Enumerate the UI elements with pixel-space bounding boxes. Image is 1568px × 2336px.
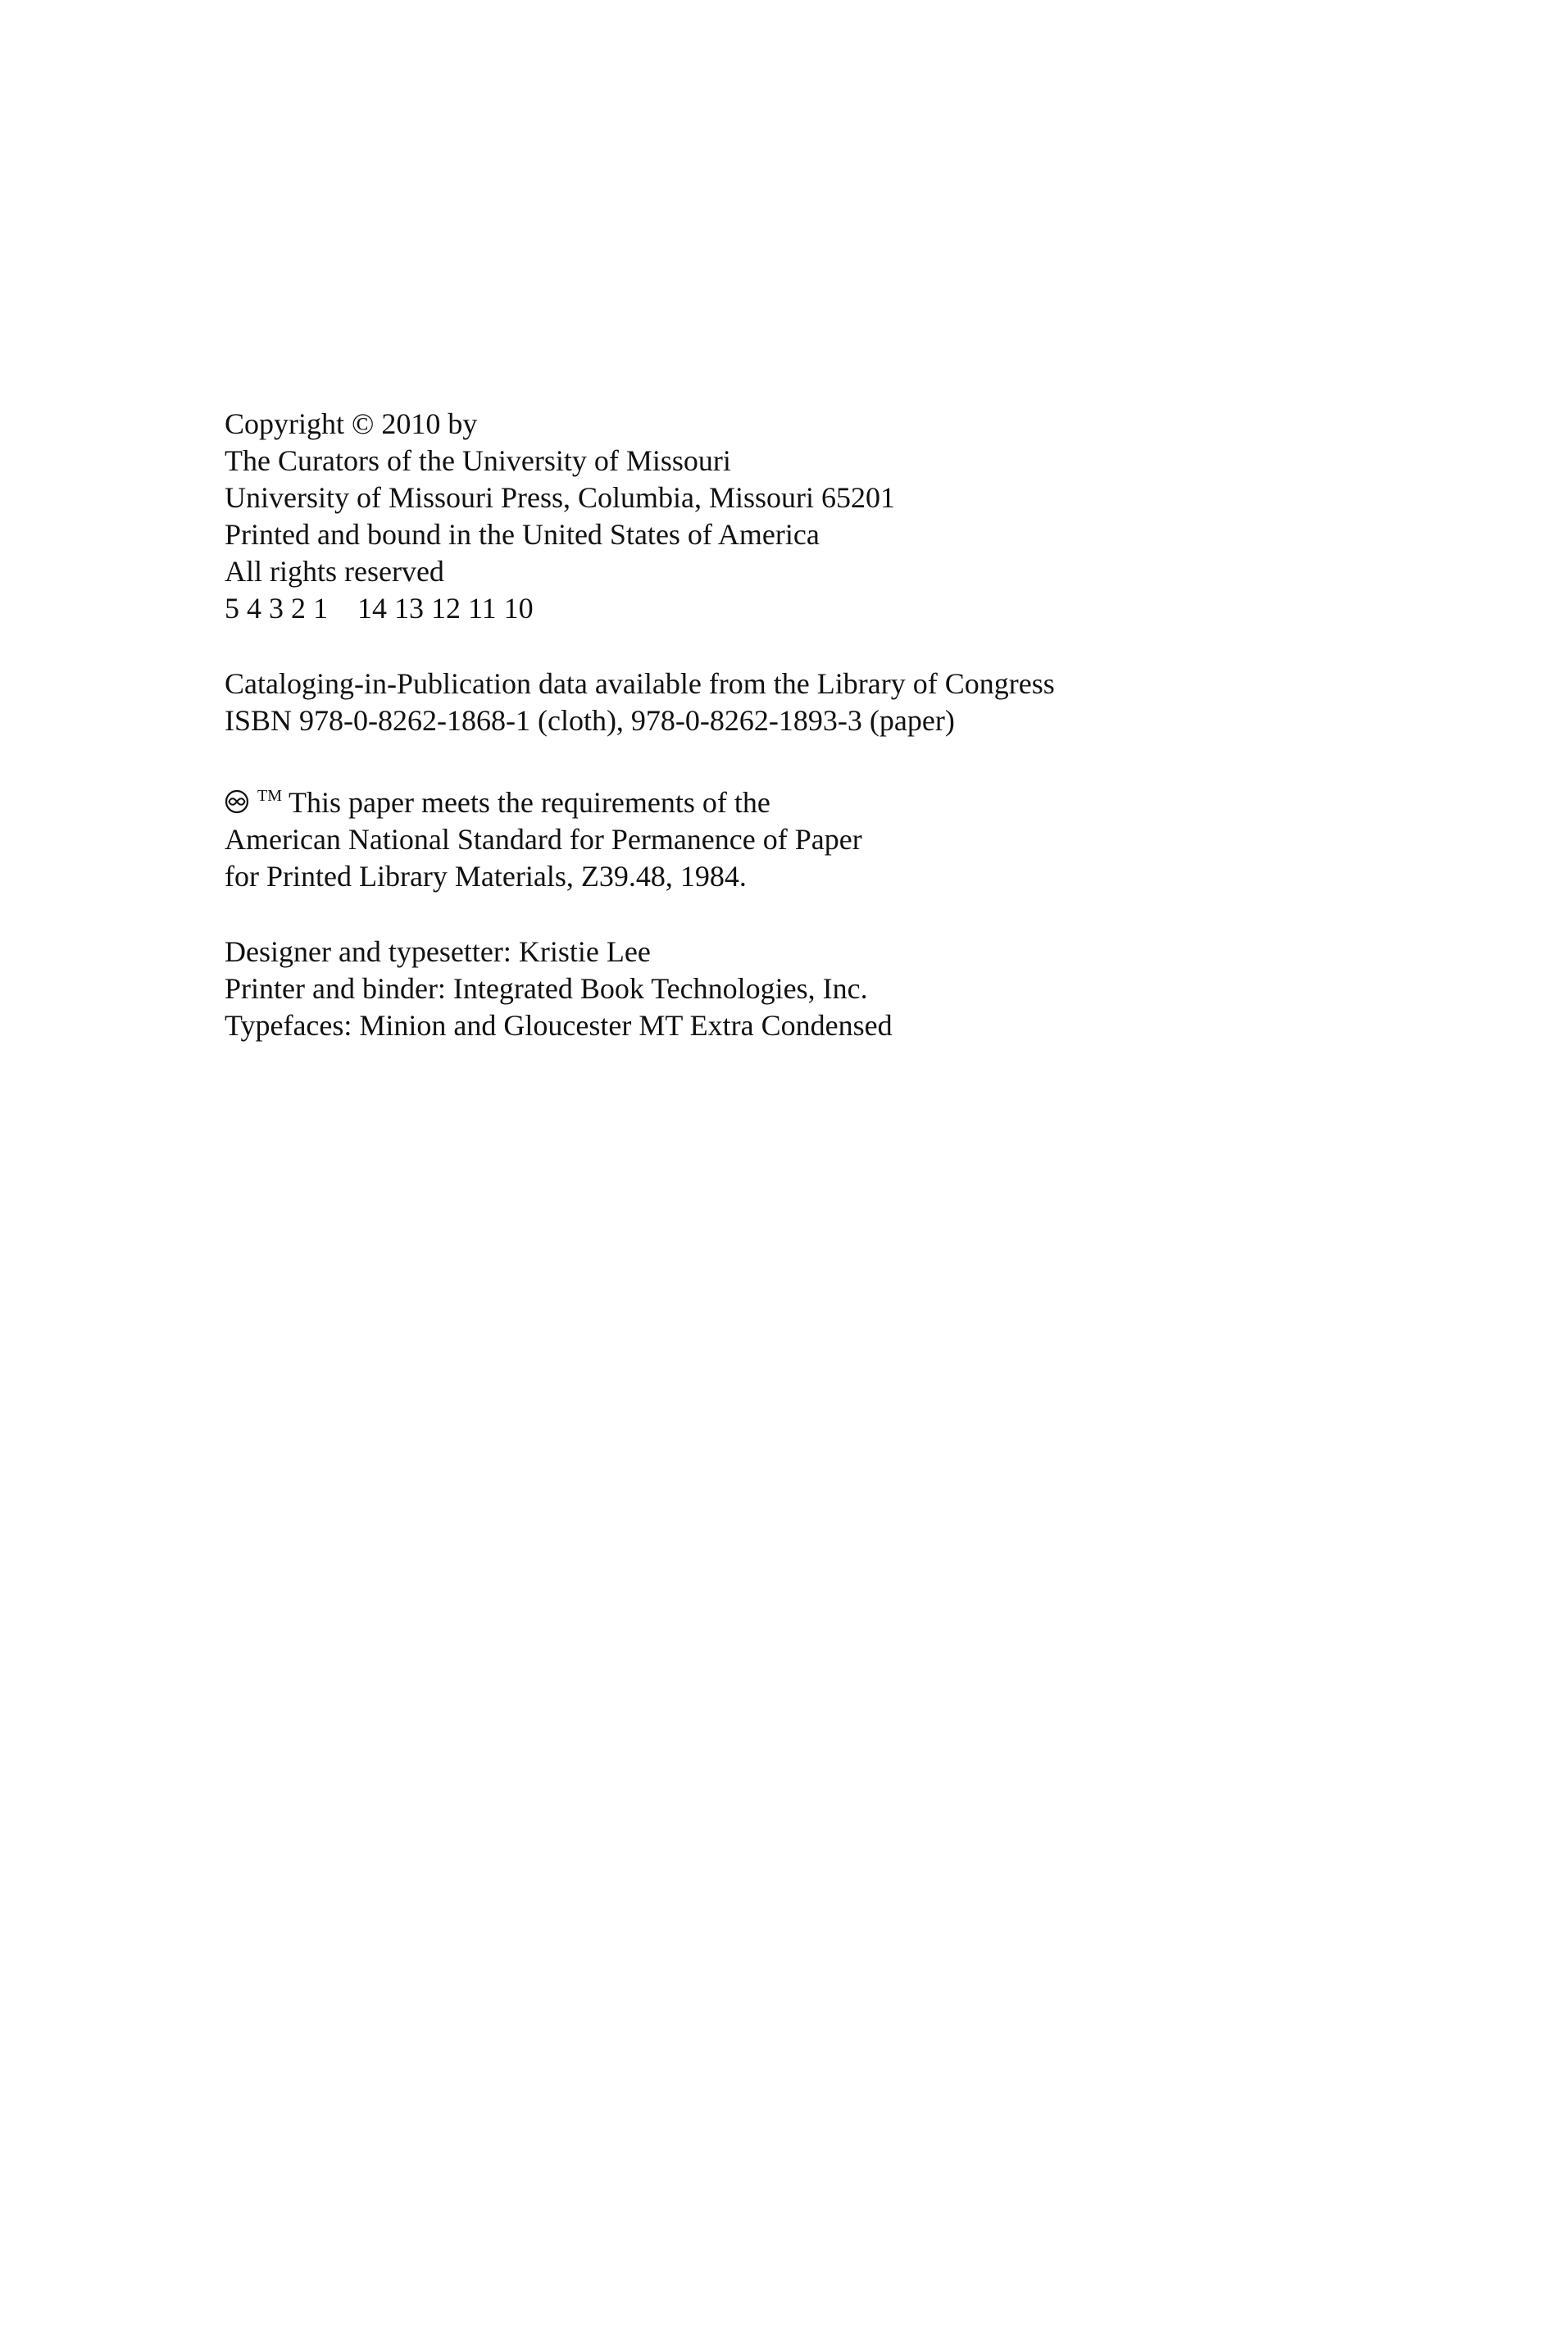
print-years: 14 13 12 11 10 bbox=[357, 592, 534, 625]
copyright-block bbox=[225, 406, 1413, 1044]
trademark-mark: TM bbox=[257, 787, 282, 805]
rights-line: All rights reserved bbox=[225, 555, 444, 588]
paper-notice-line bbox=[225, 778, 1413, 821]
publisher-address-line: University of Missouri Press, Columbia, Missouri 65201 bbox=[225, 481, 896, 514]
publisher-owner-line: The Curators of the University of Missouri bbox=[225, 444, 731, 477]
paper-notice-text: This paper meets the requirements of the bbox=[289, 786, 770, 819]
print-runs: 5 4 3 2 1 bbox=[225, 592, 328, 625]
printing-line bbox=[225, 590, 1413, 627]
infinity-circle-icon bbox=[225, 789, 256, 814]
designer-line: Designer and typesetter: Kristie Lee bbox=[225, 935, 651, 968]
printer-line: Printer and binder: Integrated Book Technologies, Inc. bbox=[225, 972, 868, 1005]
paper-standard-code-line: for Printed Library Materials, Z39.48, 1984. bbox=[225, 860, 747, 893]
typefaces-line: Typefaces: Minion and Gloucester MT Extra Condensed bbox=[225, 1009, 893, 1042]
copyright-line: Copyright © 2010 by bbox=[225, 407, 478, 440]
cip-line: Cataloging-in-Publication data available from the Library of Congress bbox=[225, 667, 1055, 700]
printed-location-line: Printed and bound in the United States of America bbox=[225, 518, 820, 551]
isbn-line: ISBN 978-0-8262-1868-1 (cloth), 978-0-8262-1893-3 (paper) bbox=[225, 704, 955, 737]
paper-standard-line: American National Standard for Permanence of Paper bbox=[225, 823, 862, 856]
